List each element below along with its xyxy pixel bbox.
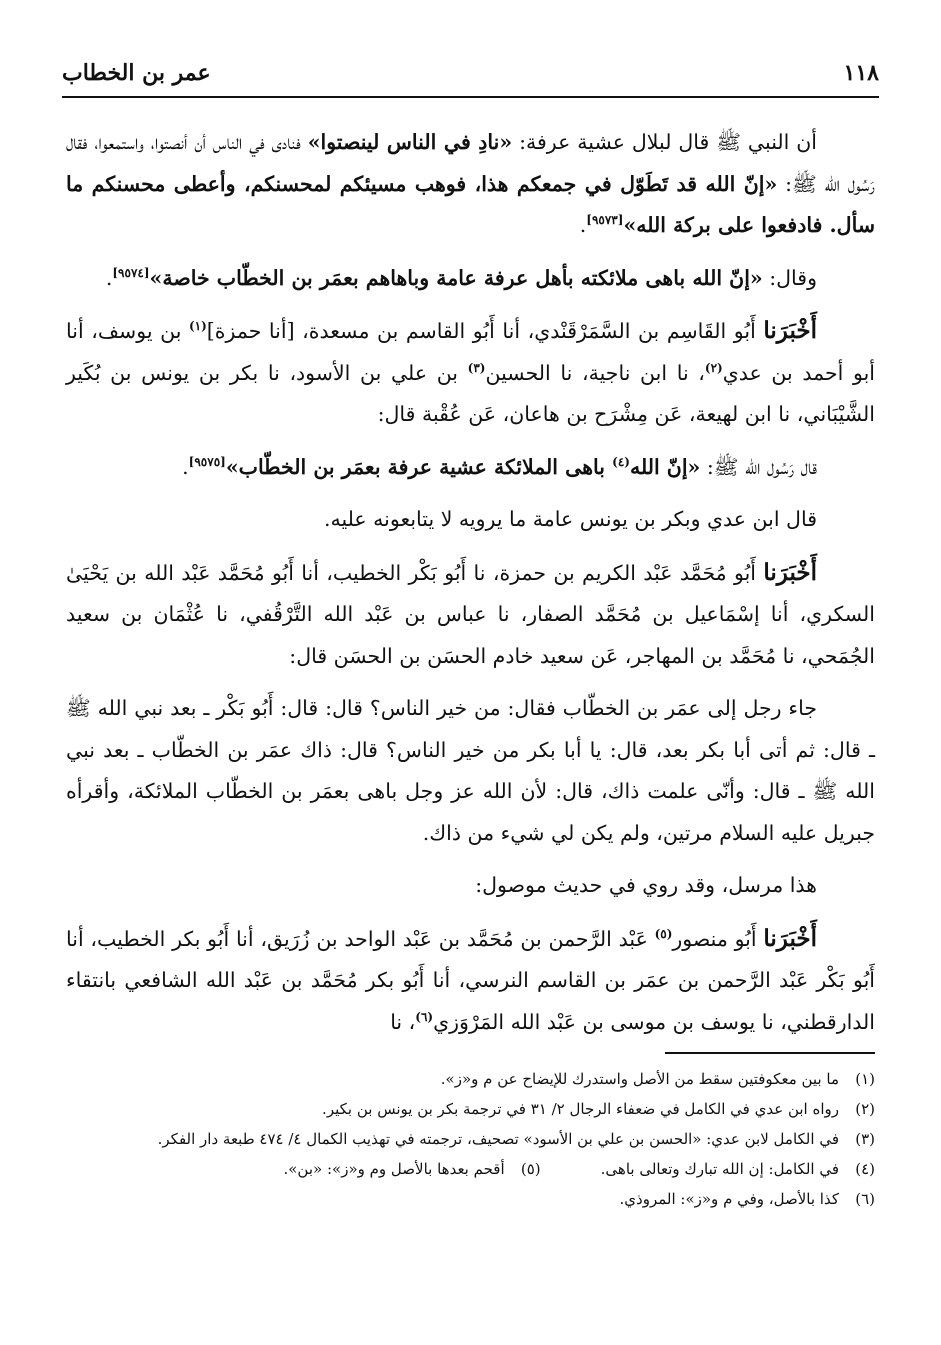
footnote — [66, 1094, 875, 1124]
text-run: أَبُو مُحَمَّد عَبْد الكريم بن حمزة، نا أَبُو بَكْر الخطيب، أنا أَبُو مُحَمَّد عَبْد الله بن يَحْيَىٰ السكري، أنا إسْمَاعيل بن مُحَمَّد الصفار، نا عباس بن عَبْد الله التَّرْقُفي، نا عُثْمَان بن سعيد الجُمَحي، نا مُحَمَّد بن المهاجر، عَن سعيد خادم الحسَن بن الحسَن قال: — [66, 560, 875, 668]
footnote-number: (٣) — [855, 1130, 875, 1148]
footnote — [66, 1184, 875, 1214]
page-number: ١١٨ — [843, 60, 879, 86]
quoted-hadith: «نادِ في الناس لينصتوا» — [307, 130, 513, 154]
footnote-ref: (٢) — [704, 360, 723, 375]
footnote-number: (١) — [855, 1070, 875, 1088]
footnote-ref: [٩٥٧٤] — [112, 265, 150, 280]
footnote-row — [66, 1154, 875, 1184]
footnote-number: (٦) — [855, 1190, 875, 1208]
running-title: عمر بن الخطاب — [62, 60, 211, 86]
text-run: بن علي بن الأسود، نا بكر بن يونس بن بُكَير الشَّيْبَاني، نا ابن لهيعة، عَن مِشْرَح بن هاعان، عَن عُقْبة قال: — [66, 360, 875, 426]
paragraph — [66, 918, 875, 1044]
text-run: قال ابن عدي وبكر بن يونس عامة ما يرويه لا يتابعونه عليه. — [323, 507, 817, 531]
text-run: وقال: — [762, 265, 817, 290]
main-text — [66, 122, 875, 1054]
quoted-hadith: «إنّ الله باهى ملائكته بأهل عرفة عامة وباهاهم بعمَر بن الخطّاب خاصة» — [149, 265, 763, 290]
footnote-ref: (٦) — [415, 1009, 434, 1024]
footnote-ref: [٩٥٧٣] — [586, 213, 624, 228]
isnad-keyword: أَخْبَرَنا — [763, 558, 817, 586]
footnote-ref: (٥) — [654, 926, 673, 941]
footnote-text: رواه ابن عدي في الكامل في ضعفاء الرجال ٢/ ٣١ في ترجمة بكر بن يونس بن بكير. — [322, 1100, 839, 1118]
quoted-hadith: «إنّ الله — [629, 454, 701, 479]
footnote-number: (٥) — [520, 1160, 541, 1178]
text-run: أَبُو القَاسِم بن السَّمَرْقَنْدي، أنا أَبُو القاسم بن مسعدة، [أنا حمزة] — [206, 319, 764, 343]
footnote — [283, 1154, 540, 1184]
paragraph — [66, 688, 875, 854]
paragraph — [66, 865, 875, 907]
paragraph — [66, 258, 875, 300]
paragraph — [66, 552, 875, 678]
isnad-keyword: أَخْبَرَنا — [763, 924, 817, 952]
text-run: عَبْد الرَّحمن بن مُحَمَّد بن عَبْد الواحد بن زُرَيق، أنا أَبُو بكر الخطيب، أنا أَبُو بَكْر عَبْد الرَّحمن بن عمَر بن القاسم النرسي، أنا أَبُو بكر مُحَمَّد بن عَبْد الله الشافعي بانتقاء الدارقطني، نا يوسف بن موسى بن عَبْد الله المَرْوَزي — [66, 926, 875, 1034]
text-run: فنادى في الناس أن أنصتوا، واستمعوا، فقال رَسُول الله ﷺ: — [66, 130, 875, 196]
footnote-text: في الكامل لابن عدي: «الحسن بن علي بن الأسود» تصحيف، ترجمته في تهذيب الكمال ٤/ ٤٧٤ طبعة دار الفكر. — [157, 1130, 839, 1148]
text-run: . — [105, 265, 113, 290]
text-run: هذا مرسل، وقد روي في حديث موصول: — [475, 873, 817, 897]
footnote — [66, 1064, 875, 1094]
paragraph — [66, 122, 875, 247]
footnote — [66, 1124, 875, 1154]
text-run: بن يوسف، أنا أبو أحمد بن عدي — [66, 319, 875, 385]
footnote-number: (٤) — [855, 1160, 875, 1178]
paragraph — [66, 499, 875, 541]
text-run: ، نا — [390, 1009, 416, 1034]
footnote-divider — [665, 1052, 875, 1054]
text-run: أن النبي ﷺ قال لبلال عشية عرفة: — [512, 130, 818, 154]
quoted-hadith: «إنّ الله قد تَطَوّل في جمعكم هذا، فوهب مسيئكم لمحسنكم، وأعطى محسنكم ما سأل. فادفعوا على بركة الله» — [66, 171, 875, 237]
footnote-ref: (٣) — [467, 360, 486, 375]
isnad-keyword: أَخْبَرَنا — [763, 317, 817, 344]
text-run: أَبُو منصور — [672, 926, 764, 951]
footnote-text: كذا بالأصل، وفي م و«ز»: المروذي. — [619, 1190, 839, 1208]
footnote-text: في الكامل: إن الله تبارك وتعالى باهى. — [600, 1160, 839, 1178]
text-run: قال رَسُول الله ﷺ: — [700, 454, 817, 479]
footnote — [601, 1154, 875, 1184]
footnote-text: ما بين معكوفتين سقط من الأصل واستدرك للإيضاح عن م و«ز». — [440, 1070, 839, 1088]
paragraph — [66, 310, 875, 436]
text-run: . — [182, 454, 189, 479]
text-run: ، نا ابن ناجية، نا الحسين — [485, 360, 705, 385]
text-run: . — [579, 213, 587, 237]
footnote-ref: [٩٥٧٥] — [188, 454, 226, 469]
quoted-hadith: باهى الملائكة عشية عرفة بعمَر بن الخطّاب» — [225, 454, 613, 479]
footnote-number: (٢) — [855, 1100, 875, 1118]
footnote-text: أقحم بعدها بالأصل وم و«ز»: «بن». — [283, 1160, 505, 1178]
text-run: جاء رجل إلى عمَر بن الخطّاب فقال: من خير الناس؟ قال: قال: أَبُو بَكْر ـ بعد نبي الله ﷺ ـ قال: ثم أتى أبا بكر بعد، قال: يا أبا بكر من خير الناس؟ قال: ذاك عمَر بن الخطّاب ـ بعد نبي الله ﷺ ـ قال: وأنّى علمت ذاك، قال: لأن الله عز وجل باهى بعمَر بن الخطّاب الملائكة، وأقرأه جبريل عليه السلام مرتين، ولم يكن لي شيء من ذاك. — [66, 696, 875, 845]
footnote-ref: (١) — [188, 319, 207, 334]
footnote-ref: (٤) — [612, 454, 630, 469]
paragraph — [66, 447, 875, 489]
footnotes — [66, 1064, 875, 1214]
page-header — [62, 56, 879, 98]
